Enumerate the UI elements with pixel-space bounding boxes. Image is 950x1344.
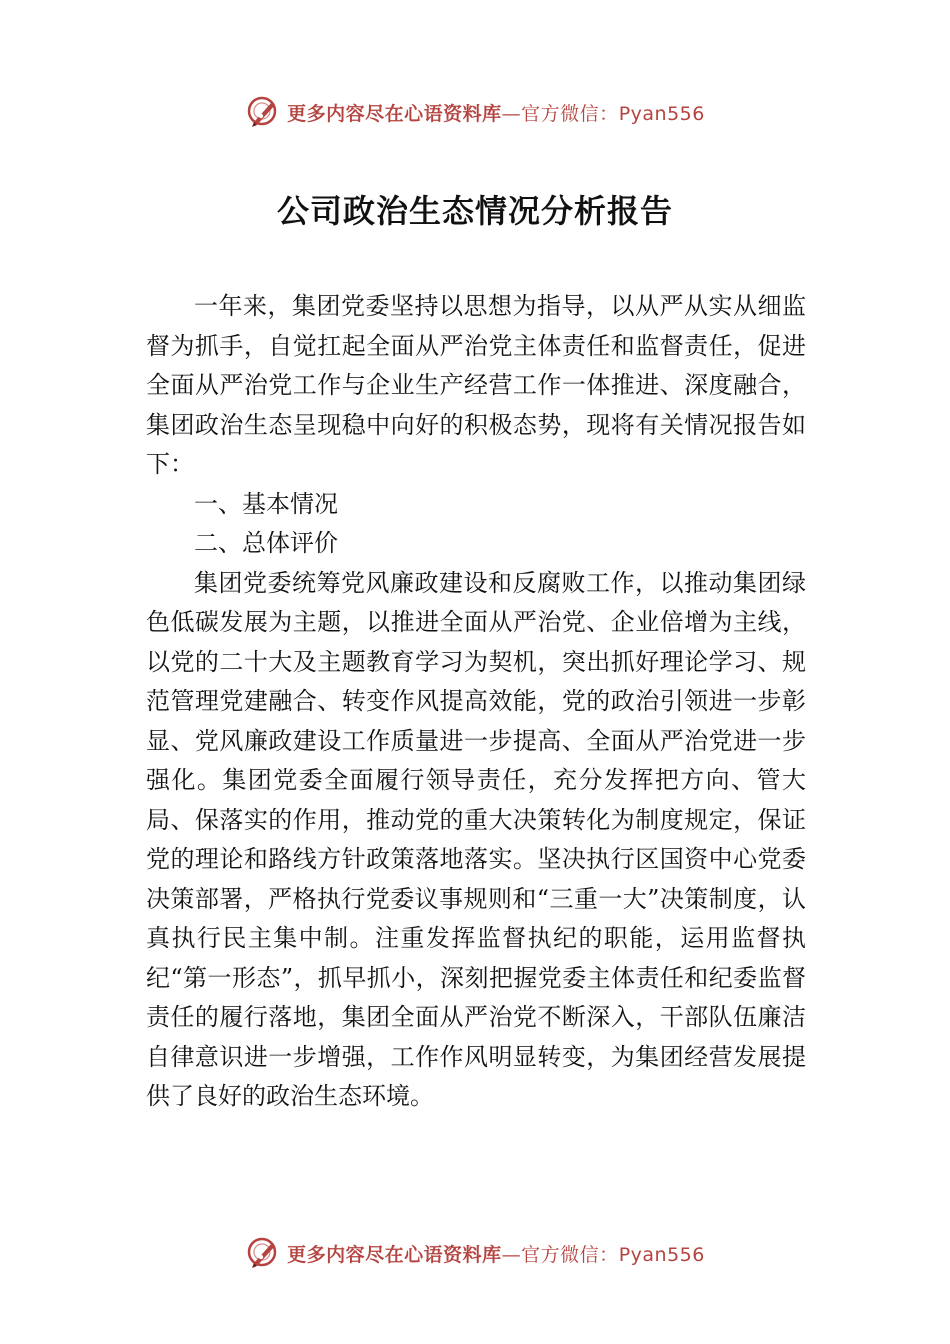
banner-text (287, 99, 705, 126)
document-title: 公司政治生态情况分析报告 (276, 192, 673, 230)
footer-watermark-banner (0, 1233, 950, 1273)
banner-dash: — (501, 102, 522, 125)
banner-wechat-label: 官方微信： (521, 102, 619, 125)
banner-main-text: 更多内容尽在心语资料库 (287, 102, 502, 125)
banner-dash: — (501, 1243, 522, 1266)
document-body (146, 287, 806, 1117)
banner-main-text: 更多内容尽在心语资料库 (287, 1243, 502, 1266)
evaluation-paragraph: 集团党委统筹党风廉政建设和反腐败工作，以推动集团绿色低碳发展为主题，以推进全面从严治党、企业倍增为主线，以党的二十大及主题教育学习为契机，突出抓好理论学习、规范管理党建融合、转变作风提高效能，党的政治引领进一步彰显、党风廉政建设工作质量进一步提高、全面从严治党进一步强化。集团党委全面履行领导责任，充分发挥把方向、管大局、保落实的作用，推动党的重大决策转化为制度规定，保证党的理论和路线方针政策落地落实。坚决执行区国资中心党委决策部署，严格执行党委议事规则和“三重一大”决策制度，认真执行民主集中制。注重发挥监督执纪的职能，运用监督执纪“第一形态”，抓早抓小，深刻把握党委主体责任和纪委监督责任的履行落地，集团全面从严治党不断深入，干部队伍廉洁自律意识进一步增强，工作作风明显转变，为集团经营发展提供了良好的政治生态环境。 (146, 568, 806, 1110)
section-heading-basic: 一、基本情况 (194, 489, 338, 518)
intro-paragraph: 一年来，集团党委坚持以思想为指导，以从严从实从细监督为抓手，自觉扛起全面从严治党主体责任和监督责任，促进全面从严治党工作与企业生产经营工作一体推进、深度融合，集团政治生态呈现稳中向好的积极态势，现将有关情况报告如下： (146, 292, 806, 478)
banner-wechat-label: 官方微信： (521, 1243, 619, 1266)
banner-text (287, 1240, 705, 1267)
pen-logo-icon (245, 94, 281, 130)
section-heading-evaluation: 二、总体评价 (194, 529, 338, 557)
banner-wechat-id: Pyan556 (618, 102, 705, 125)
pen-logo-icon (245, 1235, 281, 1271)
header-watermark-banner (0, 92, 950, 132)
banner-wechat-id: Pyan556 (618, 1243, 705, 1266)
